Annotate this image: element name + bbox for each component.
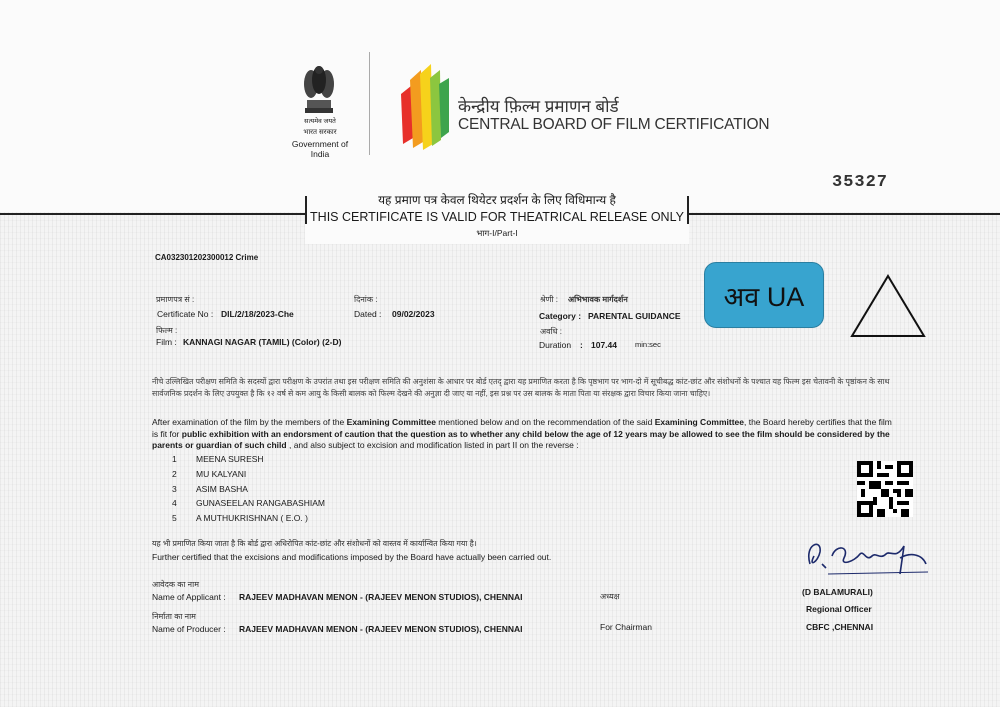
member-row: 4 GUNASEELAN RANGABASHIAM: [172, 498, 325, 508]
state-emblem-icon: [297, 64, 341, 120]
duration-value: 107.44: [591, 340, 617, 350]
triangle-symbol-icon: [848, 272, 928, 340]
film-hindi: फिल्म :: [156, 326, 178, 335]
cert-no-hindi: प्रमाणपत्र सं :: [156, 295, 195, 304]
producer-value: RAJEEV MADHAVAN MENON - (RAJEEV MENON STUDIOS), CHENNAI: [239, 624, 523, 634]
government-hindi: भारत सरकार: [303, 129, 337, 136]
member-row: 1 MEENA SURESH: [172, 454, 264, 464]
board-name-hindi: केन्द्रीय फ़िल्म प्रमाणन बोर्ड: [458, 97, 619, 116]
header-divider: [369, 52, 370, 155]
signatory-title: Regional Officer: [806, 604, 872, 614]
serial-number: 35327: [832, 173, 889, 192]
dated-value: 09/02/2023: [392, 309, 435, 319]
certification-text-english: After examination of the film by the members of the Examining Committee mentioned below and on the recommendation of the said Examining Committee, the Board hereby certifies that the film is fit for public exhibition with an endorsment of caution that the question as to whether any child below the age of 12 years may be allowed to see the film should be considered by the parents or guardian of such child , and also subject to excision and modification listed in part II on the reverse :: [152, 417, 892, 450]
category-hindi-value: अभिभावक मार्गदर्शन: [568, 295, 628, 304]
cert-no-value: DIL/2/18/2023-Che: [221, 309, 294, 319]
signatory-office: CBFC ,CHENNAI: [806, 622, 874, 632]
banner-bracket-right: [687, 196, 689, 224]
category-hindi: श्रेणी :: [540, 295, 558, 304]
producer-label: Name of Producer :: [152, 624, 226, 634]
further-certified-hindi: यह भी प्रमाणित किया जाता है कि बोर्ड द्वारा अधिरोपित कांट-छांट और संशोधनों को वास्तव में कार्यान्वित किया गया है।: [152, 539, 477, 548]
applicant-hindi: आवेदक का नाम: [152, 580, 199, 589]
validity-banner: [305, 188, 689, 244]
film-value: KANNAGI NAGAR (TAMIL) (Color) (2-D): [183, 337, 342, 347]
government-of-india: Government of India: [291, 139, 349, 159]
signatory-name: (D BALAMURALI): [802, 587, 873, 597]
validity-english: THIS CERTIFICATE IS VALID FOR THEATRICAL RELEASE ONLY: [310, 210, 684, 224]
banner-bracket-left: [305, 196, 307, 224]
applicant-label: Name of Applicant :: [152, 592, 226, 602]
application-reference: CA032301202300012 Crime: [155, 253, 259, 262]
emblem-motto: सत्यमेव जयते: [304, 118, 336, 125]
cert-no-label: Certificate No :: [157, 309, 214, 319]
duration-separator: :: [580, 340, 583, 350]
dated-hindi: दिनांक :: [354, 295, 378, 304]
band-line-left: [0, 213, 305, 215]
validity-hindi: यह प्रमाण पत्र केवल थियेटर प्रदर्शन के लिए विधिमान्य है: [378, 193, 616, 207]
film-label: Film :: [156, 337, 177, 347]
board-name-english: CENTRAL BOARD OF FILM CERTIFICATION: [458, 116, 770, 133]
category-value: PARENTAL GUIDANCE: [588, 311, 681, 321]
part-label: भाग-I/Part-I: [476, 228, 518, 238]
duration-unit: min:sec: [635, 340, 661, 349]
chairman-hindi: अध्यक्ष: [600, 592, 620, 601]
rating-badge: अव UA: [704, 262, 824, 328]
applicant-value: RAJEEV MADHAVAN MENON - (RAJEEV MENON STUDIOS), CHENNAI: [239, 592, 523, 602]
cbfc-logo-icon: [397, 60, 453, 152]
producer-hindi: निर्माता का नाम: [152, 612, 196, 621]
member-row: 3 ASIM BASHA: [172, 484, 248, 494]
member-row: 2 MU KALYANI: [172, 469, 247, 479]
signature: [800, 534, 930, 582]
member-row: 5 A MUTHUKRISHNAN ( E.O. ): [172, 513, 308, 523]
further-certified-english: Further certified that the excisions and modifications imposed by the Board have actually been carried out.: [152, 552, 552, 562]
for-chairman-label: For Chairman: [600, 622, 652, 632]
duration-label: Duration: [539, 340, 572, 350]
band-line-right: [689, 213, 1000, 215]
duration-hindi: अवधि :: [540, 327, 562, 336]
certification-text-hindi: नीचे उल्लिखित परीक्षण समिति के सदस्यों द्वारा परीक्षण के उपरांत तथा इस परीक्षण समिति की अनुशंसा के आधार पर बोर्ड एतद् द्वारा यह प्रमाणित करता है कि पृष्ठभाग पर भाग-दो में सूचीबद्ध कांट-छांट और संशोधनों के पश्चात यह फिल्म इस चेतावनी के पृष्ठांकन के साथ सार्वजनिक प्रदर्शन के लिए उपयुक्त है कि १२ वर्ष से कम आयु के किसी बालक को फिल्म देखने की अनुज्ञा दी जाए या नहीं, इस प्रश्न पर उस बालक के माता पिता या संरक्षक द्वारा विचार किया जाना चाहिए।: [152, 377, 890, 398]
category-label: Category :: [539, 311, 582, 321]
dated-label: Dated :: [354, 309, 382, 319]
qr-code-icon: [857, 461, 913, 517]
